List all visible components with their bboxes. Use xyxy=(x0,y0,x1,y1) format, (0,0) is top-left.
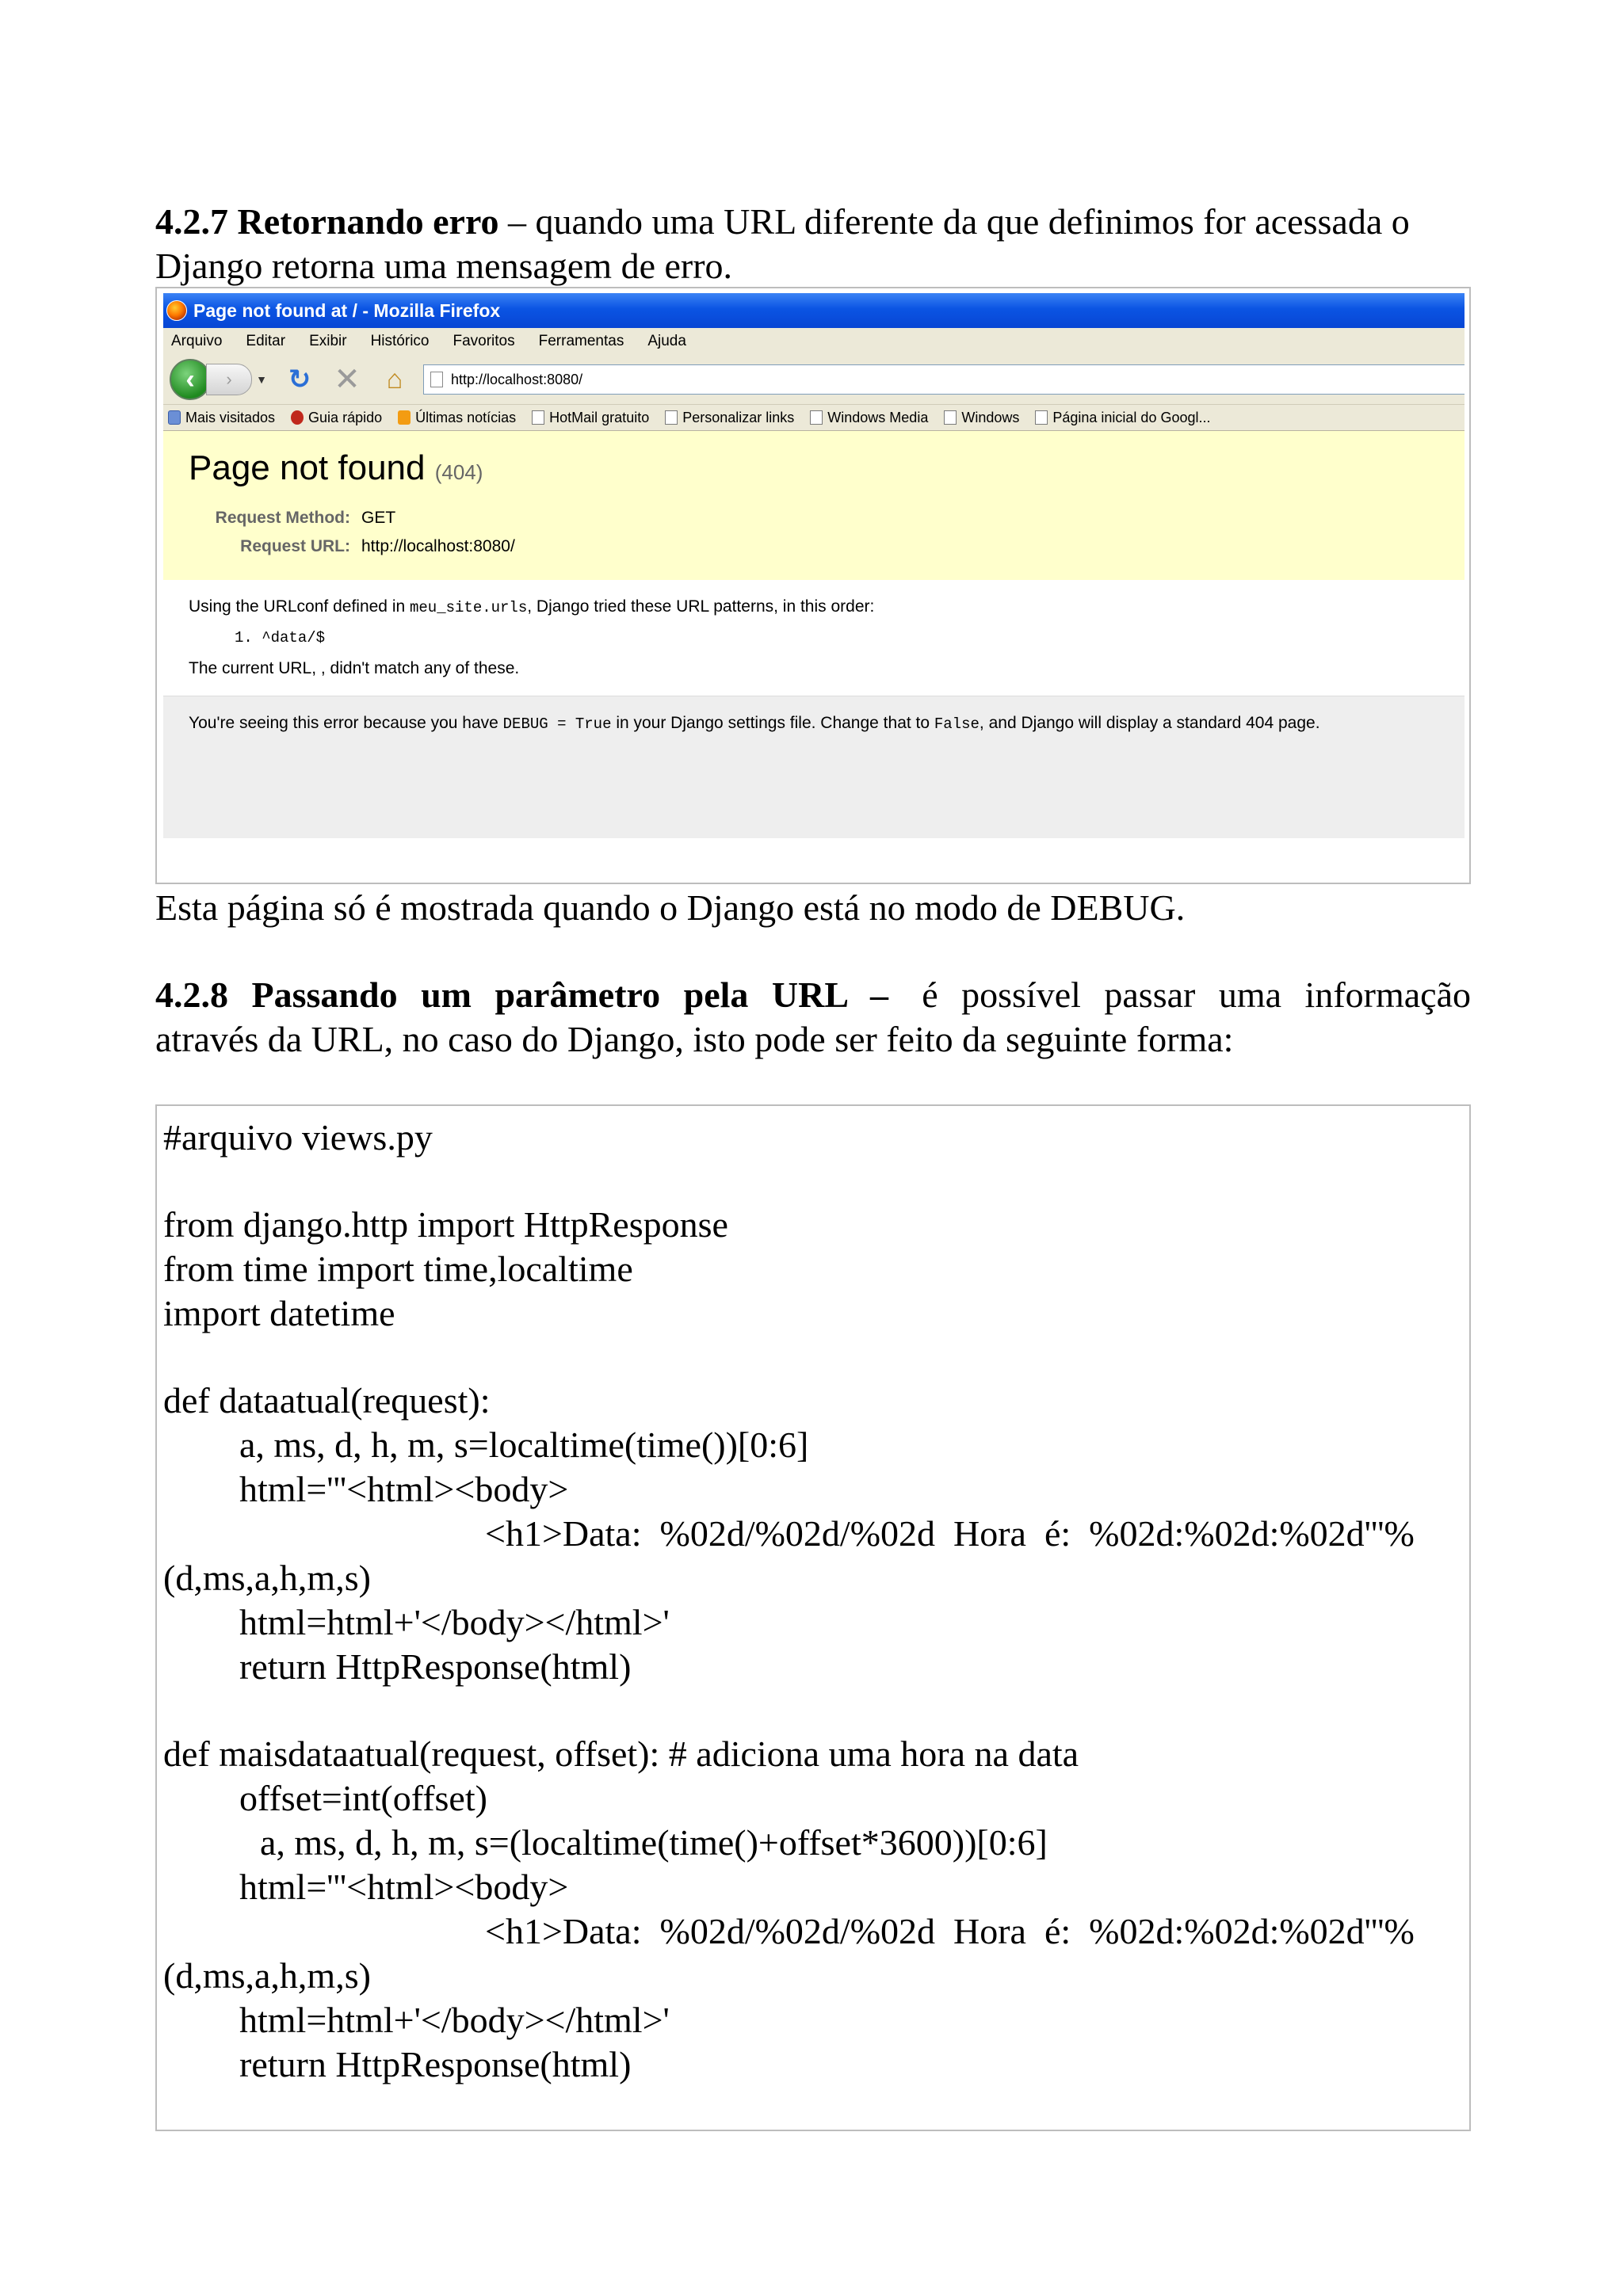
firefox-icon xyxy=(291,410,304,425)
page-title xyxy=(189,448,483,488)
section-428-line2: através da URL, no caso do Django, isto pode ser feito da seguinte forma: xyxy=(155,1019,1234,1059)
urlconf-post: , Django tried these URL patterns, in this order: xyxy=(527,597,875,616)
code-line: (d,ms,a,h,m,s) xyxy=(163,1558,371,1598)
section-427-heading: 4.2.7 Retornando erro xyxy=(155,201,499,242)
code-listing xyxy=(155,1104,1471,2131)
url-pattern: 1. ^data/$ xyxy=(235,629,326,646)
code-line: def maisdataatual(request, offset): # adiciona uma hora na data xyxy=(163,1733,1079,1774)
request-url-value: http://localhost:8080/ xyxy=(361,537,515,555)
code-line: #arquivo views.py xyxy=(163,1117,433,1158)
bookmark-mais-visitados[interactable] xyxy=(163,410,275,426)
debug-false: False xyxy=(934,715,980,733)
menu-item-editar[interactable]: Editar xyxy=(246,333,286,349)
bookmark-ultimas-noticias[interactable] xyxy=(393,410,516,426)
window-title: Page not found at / - Mozilla Firefox xyxy=(193,299,501,321)
code-line: <h1>Data: %02d/%02d/%02d Hora é: %02d:%02d:%02d'''% xyxy=(485,1911,1415,1951)
firefox-icon xyxy=(166,300,187,321)
forward-button[interactable] xyxy=(206,364,252,395)
request-method-label: Request Method: xyxy=(215,509,350,527)
bookmark-hotmail[interactable] xyxy=(527,410,649,426)
bookmark-windows[interactable] xyxy=(939,410,1019,426)
error-summary xyxy=(163,431,1465,581)
code-line: return HttpResponse(html) xyxy=(239,1646,632,1687)
firefox-window xyxy=(163,293,1465,838)
history-dropdown-icon[interactable]: ▼ xyxy=(256,373,267,386)
bookmark-label: Mais visitados xyxy=(185,409,276,425)
code-line: from django.http import HttpResponse xyxy=(163,1204,728,1245)
search-icon xyxy=(168,410,181,425)
debug-pre: You're seeing this error because you have xyxy=(189,714,503,732)
bookmark-label: HotMail gratuito xyxy=(549,409,650,425)
code-line: offset=int(offset) xyxy=(239,1778,487,1818)
forward-arrow-icon: › xyxy=(226,369,232,389)
page-icon xyxy=(665,410,678,425)
page-icon xyxy=(944,410,957,425)
code-line: (d,ms,a,h,m,s) xyxy=(163,1955,371,1996)
debug-mid: in your Django settings file. Change that to xyxy=(611,714,934,732)
url-bar[interactable] xyxy=(423,364,1465,395)
urlconf-module: meu_site.urls xyxy=(410,599,528,616)
section-428-line1 xyxy=(155,973,1471,1017)
bookmark-google[interactable] xyxy=(1030,410,1210,426)
bookmark-personalizar-links[interactable] xyxy=(660,410,794,426)
code-line: html='''<html><body> xyxy=(239,1867,569,1907)
urlconf-text xyxy=(189,597,874,616)
back-arrow-icon: ‹ xyxy=(185,364,195,395)
menu-item-exibir[interactable]: Exibir xyxy=(309,333,347,349)
menu-item-ferramentas[interactable]: Ferramentas xyxy=(538,333,624,349)
page-title-text: Page not found xyxy=(189,448,426,487)
code-line: html='''<html><body> xyxy=(239,1469,569,1509)
page-icon xyxy=(532,410,544,425)
section-428-paragraph xyxy=(155,973,1471,1062)
menu-bar xyxy=(163,328,1465,355)
stop-icon[interactable]: ✕ xyxy=(334,362,361,397)
back-button[interactable] xyxy=(170,359,211,400)
code-line: html=html+'</body></html>' xyxy=(239,1602,670,1642)
section-427-line1 xyxy=(155,200,1471,244)
bookmark-label: Página inicial do Googl... xyxy=(1052,409,1211,425)
navigation-toolbar xyxy=(163,355,1465,404)
request-url-label: Request URL: xyxy=(240,537,350,555)
menu-item-favoritos[interactable]: Favoritos xyxy=(453,333,515,349)
page-icon xyxy=(430,372,443,387)
debug-text xyxy=(189,714,1320,733)
section-427-text: – quando uma URL diferente da que definimos for acessada o xyxy=(498,201,1410,242)
debug-note: Esta página só é mostrada quando o Django está no modo de DEBUG. xyxy=(155,887,1186,928)
page-icon xyxy=(810,410,823,425)
section-427-line2: Django retorna uma mensagem de erro. xyxy=(155,246,733,286)
menu-item-arquivo[interactable]: Arquivo xyxy=(171,333,223,349)
code-line: a, ms, d, h, m, s=(localtime(time()+offset*3600))[0:6] xyxy=(260,1822,1048,1863)
rss-icon xyxy=(398,410,411,425)
debug-explanation xyxy=(163,696,1465,838)
code-line: from time import time,localtime xyxy=(163,1249,633,1289)
window-titlebar xyxy=(163,293,1465,328)
home-icon[interactable]: ⌂ xyxy=(386,364,403,395)
urlconf-pre: Using the URLconf defined in xyxy=(189,597,410,616)
page-content xyxy=(163,431,1465,838)
menu-item-historico[interactable]: Histórico xyxy=(370,333,430,349)
reload-icon[interactable]: ↻ xyxy=(288,364,311,395)
code-line: import datetime xyxy=(163,1293,395,1333)
url-text: http://localhost:8080/ xyxy=(451,371,583,387)
code-line: <h1>Data: %02d/%02d/%02d Hora é: %02d:%02d:%02d'''% xyxy=(485,1513,1415,1554)
bookmark-label: Últimas notícias xyxy=(415,409,517,425)
error-info xyxy=(163,580,1465,696)
bookmark-label: Windows xyxy=(961,409,1020,425)
debug-post: , and Django will display a standard 404 page. xyxy=(979,714,1320,732)
menu-item-ajuda[interactable]: Ajuda xyxy=(647,333,686,349)
bookmark-label: Personalizar links xyxy=(682,409,795,425)
section-428-heading: 4.2.8 Passando um parâmetro pela URL – xyxy=(155,974,888,1015)
bookmarks-toolbar xyxy=(163,404,1465,431)
code-line: return HttpResponse(html) xyxy=(239,2044,632,2084)
bookmark-windows-media[interactable] xyxy=(805,410,928,426)
section-428-text: é possível passar uma informação xyxy=(922,974,1471,1015)
page-icon xyxy=(1035,410,1048,425)
bookmark-guia-rapido[interactable] xyxy=(286,410,382,426)
no-match-text: The current URL, , didn't match any of these. xyxy=(189,659,520,677)
code-line: a, ms, d, h, m, s=localtime(time())[0:6] xyxy=(239,1425,809,1465)
debug-setting: DEBUG = True xyxy=(502,715,612,733)
section-427-paragraph xyxy=(155,200,1471,288)
bookmark-label: Guia rápido xyxy=(308,409,383,425)
request-method-value: GET xyxy=(361,509,396,527)
status-code: (404) xyxy=(434,460,483,484)
code-line: def dataatual(request): xyxy=(163,1380,491,1421)
code-line: html=html+'</body></html>' xyxy=(239,2000,670,2040)
browser-screenshot-figure xyxy=(155,287,1471,884)
bookmark-label: Windows Media xyxy=(827,409,929,425)
